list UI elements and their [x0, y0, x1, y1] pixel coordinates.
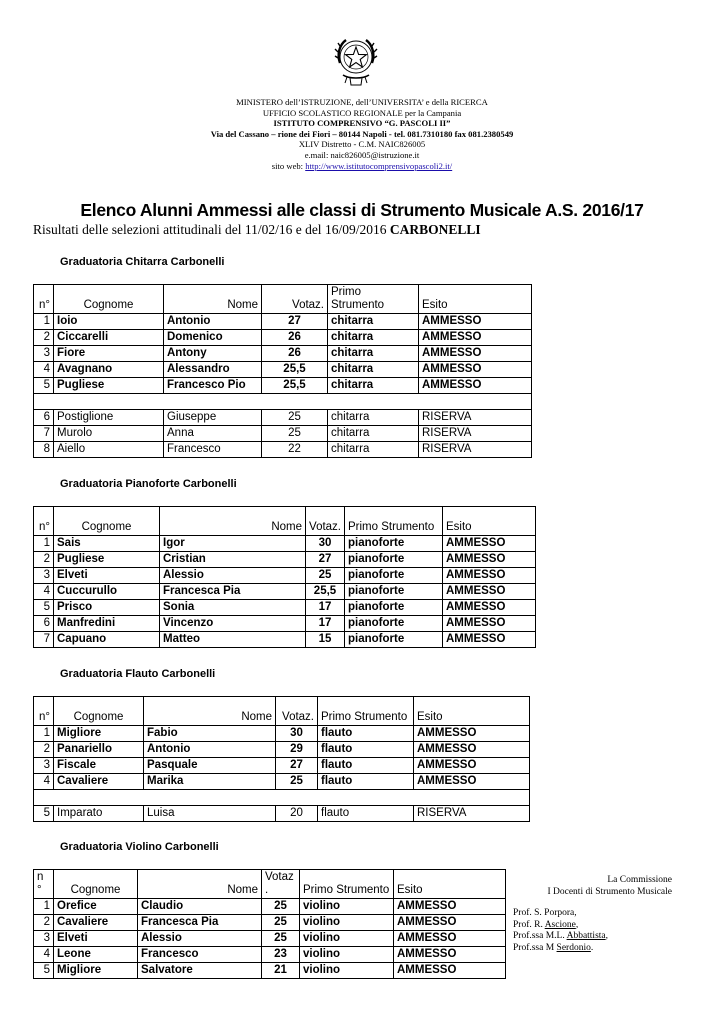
cell-votaz: 27: [306, 552, 345, 568]
cell-nome: Francesca Pia: [138, 915, 262, 931]
cell-nome: Claudio: [138, 899, 262, 915]
cell-cognome: Sais: [54, 536, 160, 552]
cell-esito: AMMESSO: [394, 931, 506, 947]
cell-votaz: 23: [262, 947, 300, 963]
cell-esito: AMMESSO: [443, 536, 536, 552]
table-header-row: [34, 697, 530, 726]
cell-esito: AMMESSO: [419, 346, 532, 362]
section-title-violino: Graduatoria Violino Carbonelli: [60, 841, 219, 853]
cell-strumento: violino: [300, 963, 394, 979]
cell-esito: RISERVA: [419, 426, 532, 442]
cell-esito: AMMESSO: [414, 726, 530, 742]
cell-cognome: Postiglione: [54, 410, 164, 426]
cell-number: 1: [34, 899, 54, 915]
cell-nome: Luisa: [144, 806, 276, 822]
cell-cognome: Elveti: [54, 931, 138, 947]
header-esito: Esito: [414, 697, 530, 726]
header-strumento: Primo Strumento: [328, 285, 419, 314]
header-nome: Nome: [160, 507, 306, 536]
spacer-row: [34, 790, 530, 806]
table-row: [34, 536, 536, 552]
cell-strumento: violino: [300, 915, 394, 931]
document-title: Elenco Alunni Ammessi alle classi di Strumento Musicale A.S. 2016/17: [80, 200, 644, 220]
cell-nome: Salvatore: [138, 963, 262, 979]
cell-votaz: 25: [262, 410, 328, 426]
cell-nome: Francesco: [138, 947, 262, 963]
header-strumento: Primo Strumento: [345, 507, 443, 536]
cell-votaz: 25: [262, 899, 300, 915]
table-header-row: [34, 870, 506, 899]
table-row: [34, 330, 532, 346]
cell-strumento: chitarra: [328, 346, 419, 362]
cell-esito: AMMESSO: [394, 947, 506, 963]
table-row: [34, 362, 532, 378]
cell-nome: Francesco Pio: [164, 378, 262, 394]
header-cognome: Cognome: [54, 285, 164, 314]
header-cognome: Cognome: [54, 870, 138, 899]
spacer-row: [34, 394, 532, 410]
cell-esito: AMMESSO: [414, 774, 530, 790]
cell-strumento: flauto: [318, 806, 414, 822]
professor-entry: [513, 920, 608, 932]
cell-cognome: Migliore: [54, 726, 144, 742]
cell-votaz: 27: [262, 314, 328, 330]
cell-strumento: pianoforte: [345, 600, 443, 616]
header-strumento: Primo Strumento: [318, 697, 414, 726]
cell-cognome: Elveti: [54, 568, 160, 584]
cell-strumento: chitarra: [328, 378, 419, 394]
commission-title: La Commissione: [607, 875, 672, 885]
table-row: [34, 584, 536, 600]
cell-strumento: chitarra: [328, 314, 419, 330]
header-votaz: Votaz.: [276, 697, 318, 726]
cell-number: 5: [34, 600, 54, 616]
cell-nome: Giuseppe: [164, 410, 262, 426]
cell-strumento: chitarra: [328, 426, 419, 442]
cell-number: 2: [34, 915, 54, 931]
table-row: [34, 442, 532, 458]
cell-strumento: chitarra: [328, 330, 419, 346]
professor-name: Abbattista: [566, 931, 606, 942]
cell-number: 7: [34, 632, 54, 648]
header-cognome: Cognome: [54, 697, 144, 726]
professor-title: Prof.ssa M: [513, 942, 557, 953]
cell-number: 1: [34, 314, 54, 330]
cell-strumento: violino: [300, 947, 394, 963]
professor-entry: [513, 908, 608, 920]
cell-nome: Francesca Pia: [160, 584, 306, 600]
cell-nome: Sonia: [160, 600, 306, 616]
cell-strumento: flauto: [318, 758, 414, 774]
header-number: n°: [34, 507, 54, 536]
cell-esito: AMMESSO: [443, 584, 536, 600]
cell-cognome: Panariello: [54, 742, 144, 758]
cell-votaz: 26: [262, 346, 328, 362]
cell-nome: Cristian: [160, 552, 306, 568]
cell-nome: Pasquale: [144, 758, 276, 774]
cell-number: 6: [34, 410, 54, 426]
italian-republic-emblem-icon: [331, 33, 381, 89]
table-row: [34, 426, 532, 442]
cell-number: 3: [34, 931, 54, 947]
cell-cognome: Fiscale: [54, 758, 144, 774]
header-strumento: Primo Strumento: [300, 870, 394, 899]
professor-name: Porpora: [544, 908, 575, 918]
header-esito: Esito: [443, 507, 536, 536]
table-row: [34, 774, 530, 790]
table-row: [34, 314, 532, 330]
cell-nome: Francesco: [164, 442, 262, 458]
ministry-line: MINISTERO dell’ISTRUZIONE, dell’UNIVERSITA’ e della RICERCA: [236, 97, 488, 107]
cell-number: 5: [34, 806, 54, 822]
cell-esito: RISERVA: [414, 806, 530, 822]
cell-number: 4: [34, 584, 54, 600]
cell-esito: AMMESSO: [419, 314, 532, 330]
website-prefix: sito web:: [271, 160, 306, 171]
header-votaz: Votaz.: [262, 285, 328, 314]
cell-number: 2: [34, 330, 54, 346]
cell-number: 3: [34, 568, 54, 584]
cell-nome: Antony: [164, 346, 262, 362]
cell-esito: AMMESSO: [419, 330, 532, 346]
cell-strumento: pianoforte: [345, 632, 443, 648]
cell-nome: Antonio: [164, 314, 262, 330]
email-line: e.mail: naic826005@istruzione.it: [304, 149, 420, 160]
cell-esito: AMMESSO: [419, 378, 532, 394]
cell-nome: Alessio: [160, 568, 306, 584]
table-row: [34, 931, 506, 947]
cell-number: 4: [34, 947, 54, 963]
cell-number: 4: [34, 362, 54, 378]
professor-punct: ,: [575, 919, 579, 930]
commission-subtitle: I Docenti di Strumento Musicale: [547, 887, 672, 897]
cell-strumento: pianoforte: [345, 616, 443, 632]
website-line: [150, 161, 574, 172]
table-row: [34, 632, 536, 648]
table-row: [34, 568, 536, 584]
cell-votaz: 25: [262, 915, 300, 931]
institute-address: Via del Cassano – rione dei Fiori – 80144 Napoli - tel. 081.7310180 fax 081.2380549: [210, 128, 514, 139]
table-row: [34, 758, 530, 774]
cell-votaz: 25: [276, 774, 318, 790]
cell-esito: RISERVA: [419, 442, 532, 458]
professor-name: Ascione: [544, 919, 576, 930]
district-line: XLIV Distretto - C.M. NAIC826005: [298, 139, 426, 150]
table-row: [34, 410, 532, 426]
cell-votaz: 25,5: [262, 378, 328, 394]
header-nome: Nome: [138, 870, 262, 899]
cell-cognome: Murolo: [54, 426, 164, 442]
cell-strumento: flauto: [318, 726, 414, 742]
cell-cognome: Avagnano: [54, 362, 164, 378]
table-row: [34, 600, 536, 616]
cell-strumento: pianoforte: [345, 552, 443, 568]
cell-esito: AMMESSO: [414, 742, 530, 758]
cell-cognome: Cavaliere: [54, 774, 144, 790]
cell-votaz: 30: [276, 726, 318, 742]
cell-votaz: 29: [276, 742, 318, 758]
cell-cognome: Imparato: [54, 806, 144, 822]
cell-number: 1: [34, 536, 54, 552]
cell-cognome: Orefice: [54, 899, 138, 915]
cell-votaz: 26: [262, 330, 328, 346]
header-nome: Nome: [144, 697, 276, 726]
professor-punct: ,: [605, 931, 609, 942]
cell-cognome: Manfredini: [54, 616, 160, 632]
cell-number: 3: [34, 758, 54, 774]
cell-number: 5: [34, 963, 54, 979]
table-row: [34, 947, 506, 963]
cell-esito: AMMESSO: [443, 552, 536, 568]
cell-number: 8: [34, 442, 54, 458]
cell-nome: Antonio: [144, 742, 276, 758]
cell-votaz: 25,5: [306, 584, 345, 600]
header-votaz: Votaz.: [306, 507, 345, 536]
cell-votaz: 25: [262, 426, 328, 442]
table-chitarra: [33, 284, 532, 458]
table-row: [34, 963, 506, 979]
cell-votaz: 17: [306, 600, 345, 616]
cell-votaz: 22: [262, 442, 328, 458]
header-cognome: Cognome: [54, 507, 160, 536]
cell-nome: Anna: [164, 426, 262, 442]
cell-strumento: violino: [300, 899, 394, 915]
cell-votaz: 25: [262, 931, 300, 947]
professor-title: Prof. S.: [513, 908, 545, 918]
cell-number: 2: [34, 552, 54, 568]
cell-esito: AMMESSO: [443, 600, 536, 616]
cell-strumento: pianoforte: [345, 584, 443, 600]
subtitle-school: CARBONELLI: [389, 222, 481, 237]
website-link[interactable]: http://www.istitutocomprensivopascoli2.it/: [305, 160, 453, 171]
cell-strumento: flauto: [318, 742, 414, 758]
professor-punct: ,: [574, 908, 577, 918]
cell-cognome: Cuccurullo: [54, 584, 160, 600]
table-row: [34, 806, 530, 822]
header-esito: Esito: [394, 870, 506, 899]
cell-esito: AMMESSO: [443, 568, 536, 584]
cell-strumento: flauto: [318, 774, 414, 790]
table-pianoforte: [33, 506, 536, 648]
cell-esito: AMMESSO: [414, 758, 530, 774]
cell-number: 4: [34, 774, 54, 790]
cell-cognome: Ciccarelli: [54, 330, 164, 346]
cell-cognome: Pugliese: [54, 378, 164, 394]
cell-cognome: Migliore: [54, 963, 138, 979]
cell-votaz: 17: [306, 616, 345, 632]
cell-nome: Alessandro: [164, 362, 262, 378]
cell-cognome: Ioio: [54, 314, 164, 330]
table-row: [34, 726, 530, 742]
cell-strumento: pianoforte: [345, 536, 443, 552]
cell-number: 5: [34, 378, 54, 394]
cell-esito: RISERVA: [419, 410, 532, 426]
section-title-pianoforte: Graduatoria Pianoforte Carbonelli: [60, 478, 237, 490]
header-esito: Esito: [419, 285, 532, 314]
cell-cognome: Capuano: [54, 632, 160, 648]
spacer-cell: [34, 394, 532, 410]
header-votaz: Votaz .: [262, 870, 300, 899]
cell-number: 2: [34, 742, 54, 758]
cell-nome: Fabio: [144, 726, 276, 742]
cell-esito: AMMESSO: [443, 632, 536, 648]
school-header: [150, 97, 574, 171]
cell-number: 7: [34, 426, 54, 442]
cell-number: 3: [34, 346, 54, 362]
professor-name: Serdonio: [556, 942, 591, 953]
table-row: [34, 378, 532, 394]
table-row: [34, 742, 530, 758]
cell-votaz: 27: [276, 758, 318, 774]
cell-cognome: Pugliese: [54, 552, 160, 568]
cell-strumento: chitarra: [328, 410, 419, 426]
header-number: n °: [34, 870, 54, 899]
cell-strumento: pianoforte: [345, 568, 443, 584]
professor-title: Prof. R.: [513, 919, 545, 930]
header-number: n°: [34, 697, 54, 726]
cell-esito: AMMESSO: [394, 915, 506, 931]
table-flauto: [33, 696, 530, 822]
cell-esito: AMMESSO: [443, 616, 536, 632]
professor-entry: [513, 943, 608, 955]
table-row: [34, 899, 506, 915]
cell-number: 6: [34, 616, 54, 632]
cell-nome: Igor: [160, 536, 306, 552]
cell-votaz: 15: [306, 632, 345, 648]
cell-nome: Matteo: [160, 632, 306, 648]
cell-cognome: Leone: [54, 947, 138, 963]
cell-votaz: 20: [276, 806, 318, 822]
cell-number: 1: [34, 726, 54, 742]
cell-esito: AMMESSO: [394, 963, 506, 979]
commission-block: [516, 874, 672, 898]
cell-cognome: Prisco: [54, 600, 160, 616]
cell-strumento: chitarra: [328, 442, 419, 458]
subtitle-text: Risultati delle selezioni attitudinali del 11/02/16 e del 16/09/2016: [33, 222, 390, 237]
cell-esito: AMMESSO: [394, 899, 506, 915]
cell-nome: Alessio: [138, 931, 262, 947]
header-nome: Nome: [164, 285, 262, 314]
cell-nome: Marika: [144, 774, 276, 790]
cell-votaz: 30: [306, 536, 345, 552]
table-header-row: [34, 285, 532, 314]
institute-name: ISTITUTO COMPRENSIVO “G. PASCOLI II”: [273, 118, 451, 129]
header-number: n°: [34, 285, 54, 314]
cell-nome: Vincenzo: [160, 616, 306, 632]
table-violino: [33, 869, 506, 979]
cell-strumento: chitarra: [328, 362, 419, 378]
cell-cognome: Fiore: [54, 346, 164, 362]
section-title-chitarra: Graduatoria Chitarra Carbonelli: [60, 256, 225, 268]
spacer-cell: [34, 790, 530, 806]
cell-esito: AMMESSO: [419, 362, 532, 378]
regional-office-line: UFFICIO SCOLASTICO REGIONALE per la Campania: [262, 107, 462, 118]
section-title-flauto: Graduatoria Flauto Carbonelli: [60, 668, 216, 680]
table-row: [34, 915, 506, 931]
cell-nome: Domenico: [164, 330, 262, 346]
table-header-row: [34, 507, 536, 536]
table-row: [34, 552, 536, 568]
table-row: [34, 346, 532, 362]
cell-votaz: 25,5: [262, 362, 328, 378]
table-row: [34, 616, 536, 632]
professors-list: [513, 908, 608, 954]
document-subtitle: [33, 222, 481, 238]
cell-votaz: 21: [262, 963, 300, 979]
professor-entry: [513, 931, 608, 943]
cell-votaz: 25: [306, 568, 345, 584]
professor-punct: .: [590, 942, 594, 953]
professor-title: Prof.ssa M.L.: [513, 931, 567, 942]
cell-strumento: violino: [300, 931, 394, 947]
cell-cognome: Aiello: [54, 442, 164, 458]
cell-cognome: Cavaliere: [54, 915, 138, 931]
